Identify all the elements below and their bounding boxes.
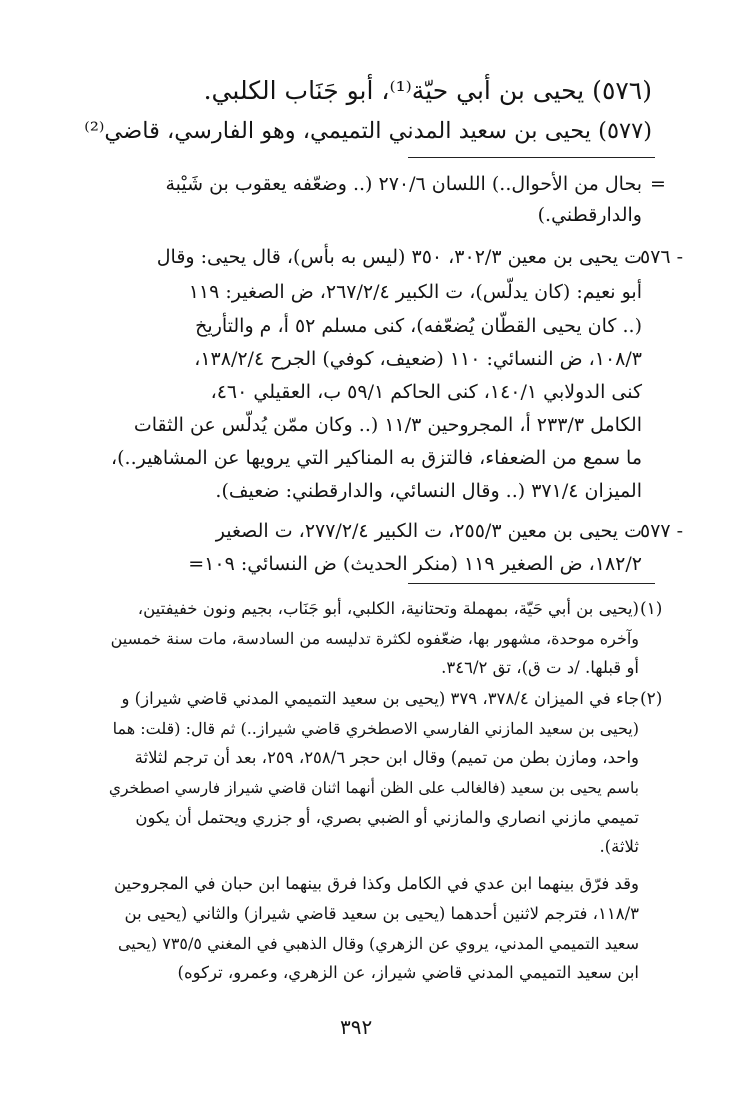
footnote-line: باسم يحيى بن سعيد (فالغالب على الظن أنهما اثنان قاضي شيراز فارسي اصطخري (108, 779, 639, 797)
footnote-line: ابن سعيد التميمي المدني قاضي شيراز، عن الزهري، وعمرو، تركوه) (177, 963, 639, 982)
body-line: ت يحيى بن معين ٣٠٢/٣، ٣٥٠ (ليس به بأس)، قال يحيى: وقال (156, 246, 642, 268)
body-line: ت يحيى بن معين ٢٥٥/٣، ت الكبير ٢٧٧/٢/٤، ت الصغير (215, 520, 642, 542)
footnote-line: ثلاثة). (599, 837, 639, 856)
body-line: كنى الدولابي ١٤٠/١، كنى الحاكم ٥٩/١ ب، العقيلي ٤٦٠، (210, 381, 642, 403)
footnote-line: أو قبلها. /د ت ق)، تق ٣٤٦/٢. (441, 658, 639, 677)
footnote-divider (408, 583, 655, 584)
footnote-line: سعيد التميمي المدني، يروي عن الزهري) وقال الذهبي في المغني ٧٣٥/٥ (يحيى (117, 934, 639, 953)
body-line: الكامل ٢٣٣/٣ أ، المجروحين ١١/٣ (.. وكان ممّن يُدلّس عن الثقات (133, 414, 642, 436)
footnote-line: وآخره موحدة، مشهور بها، ضعّفوه لكثرة تدليسه من السادسة، مات سنة خمسين (110, 629, 639, 648)
footnote-line: تميمي مازني انصاري والمازني أو الضبي بصري، أو جزري ويحتمل أن يكون (135, 808, 639, 827)
footnote-line: (يحيى بن سعيد المازني الفارسي الاصطخري قاضي شيراز..) ثم قال: (قلت: هما (112, 719, 639, 738)
body-line: ١٨٢/٢، ض الصغير ١١٩ (منكر الحديث) ض النسائي: ١٠٩= (188, 553, 642, 575)
footnote-line: (يحيى بن أبي حَيّة، بمهملة وتحتانية، الكلبي، أبو جَنَاب، بجيم ونون خفيفتين، (137, 599, 639, 618)
top-divider (408, 157, 655, 158)
entry-marker-577: ٥٧٧ - (640, 520, 684, 542)
footnote-line: واحد، ومازن بطن من تميم) وقال ابن حجر ٢٥٨/٦، ٢٥٩، بعد أن ترجم لثلاثة (134, 748, 639, 767)
body-line: أبو نعيم: (كان يدلّس)، ت الكبير ٢٦٧/٢/٤، ض الصغير: ١١٩ (188, 281, 642, 303)
footnote-line: ١١٨/٣، فترجم لاثنين أحدهما (يحيى بن سعيد قاضي شيراز) والثاني (يحيى بن (124, 904, 639, 923)
body-line: (.. كان يحيى القطّان يُضعّفه)، كنى مسلم ٥٢ أ، م والتأريخ (195, 315, 642, 337)
body-line: ١٠٨/٣، ض النسائي: ١١٠ (ضعيف، كوفي) الجرح ١٣٨/٢/٤، (194, 348, 642, 370)
footnote-line: جاء في الميزان ٣٧٨/٤، ٣٧٩ (يحيى بن سعيد التميمي المدني قاضي شيراز) و (121, 689, 639, 708)
body-line: بحال من الأحوال..) اللسان ٢٧٠/٦ (.. وضعّفه يعقوب بن شَيْبة (165, 173, 642, 195)
page-number: ٣٩٢ (340, 1015, 373, 1039)
body-line: والدارقطني.) (537, 204, 642, 226)
footnote-line: وقد فرّق بينهما ابن عدي في الكامل وكذا فرق بينهما ابن حبان في المجروحين (114, 874, 639, 893)
body-line: ما سمع من الضعفاء، فالتزق به المناكير التي يرويها عن المشاهير..)، (111, 447, 642, 469)
entry-marker-576: ٥٧٦ - (640, 246, 684, 268)
continuation-marker: = (650, 173, 666, 195)
footnote-marker-2: (٢) (640, 689, 663, 709)
heading-entry-577: (٥٧٧) يحيى بن سعيد المدني التميمي، وهو الفارسي، قاضي⁽²⁾ (84, 118, 652, 144)
heading-entry-576: (٥٧٦) يحيى بن أبي حيّة⁽¹⁾، أبو جَنَاب الكلبي. (203, 76, 652, 105)
body-line: الميزان ٣٧١/٤ (.. وقال النسائي، والدارقطني: ضعيف). (215, 480, 642, 502)
footnote-marker-1: (١) (640, 599, 663, 619)
